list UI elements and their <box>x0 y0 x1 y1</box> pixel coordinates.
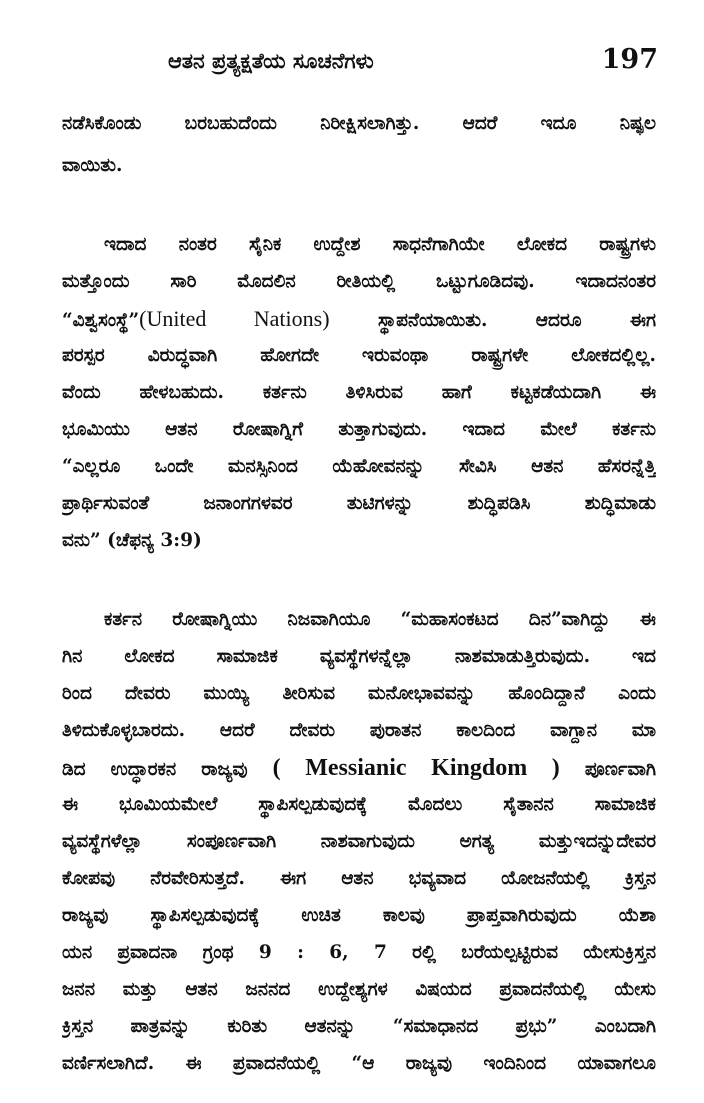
paragraph-3-line-2: ಗಿನ ಲೋಕದ ಸಾಮಾಜಿಕ ವ್ಯವಸ್ಥೆಗಳನ್ನೆಲ್ಲಾ ನಾಶಮಾಡುತ್ತಿರುವುದು. ಇದ <box>62 646 656 667</box>
paragraph-3-line-10 <box>62 933 656 973</box>
paragraph-3-line-5-text: ಡಿದ ಉದ್ಧಾರಕನ ರಾಜ್ಯವು <box>62 759 273 780</box>
paragraph-2-line-1: ಇದಾದ ನಂತರ ಸೈನಿಕ ಉದ್ದೇಶ ಸಾಧನೆಗಾಗಿಯೇ ಲೋಕದ ರಾಷ್ಟ್ರಗಳು <box>104 234 656 255</box>
paragraph-2-line-9 <box>62 521 656 561</box>
paragraph-2-line-6: ಭೂಮಿಯು ಆತನ ರೋಷಾಗ್ನಿಗೆ ತುತ್ತಾಗುವುದು. ಇದಾದ ಮೇಲೆ ಕರ್ತನು <box>62 419 656 440</box>
paragraph-3-line-5 <box>62 748 656 788</box>
un-kannada-term: “ವಿಶ್ವಸಂಸ್ಥೆ” <box>62 310 140 331</box>
paragraph-1-line-2: ವಾಯಿತು. <box>62 155 123 176</box>
page-header <box>168 44 658 84</box>
paragraph-3-line-3: ರಿಂದ ದೇವರು ಮುಯ್ಯಿ ತೀರಿಸುವ ಮನೋಭಾವವನ್ನು ಹೊಂದಿದ್ದಾನೆ ಎಂದು <box>62 683 656 704</box>
paragraph-3-line-6: ಈ ಭೂಮಿಯಮೇಲೆ ಸ್ಥಾಪಿಸಲ್ಪಡುವುದಕ್ಕೆ ಮೊದಲು ಸೈತಾನನ ಸಾಮಾಜಿಕ <box>62 794 656 815</box>
paragraph-3-line-8: ಕೋಪವು ನೆರವೇರಿಸುತ್ತದೆ. ಈಗ ಆತನ ಭವ್ಯವಾದ ಯೋಜನೆಯಲ್ಲಿ ಕ್ರಿಸ್ತನ <box>62 868 656 889</box>
paragraph-2-line-4: ಪರಸ್ಪರ ವಿರುದ್ಧವಾಗಿ ಹೋಗದೇ ಇರುವಂಥಾ ರಾಷ್ಟ್ರಗಳೇ ಲೋಕದಲ್ಲಿಲ್ಲ. <box>62 345 656 366</box>
paragraph-2-line-8: ಪ್ರಾರ್ಥಿಸುವಂತೆ ಜನಾಂಗಗಳವರ ತುಟಿಗಳನ್ನು ಶುದ್ಧಿಪಡಿಸಿ ಶುದ್ಧಿಮಾಡು <box>62 493 656 514</box>
paragraph-2-line-3-rest: ಸ್ಥಾಪನೆಯಾಯಿತು. ಆದರೂ ಈಗ <box>329 310 656 331</box>
paragraph-3-line-10-rest: ರಲ್ಲಿ ಬರೆಯಲ್ಪಟ್ಟಿರುವ ಯೇಸುಕ್ರಿಸ್ತನ <box>386 942 656 963</box>
paragraph-2-line-3 <box>62 299 656 339</box>
messianic-kingdom-term: ( Messianic Kingdom ) <box>272 755 560 781</box>
paragraph-3-line-11: ಜನನ ಮತ್ತು ಆತನ ಜನನದ ಉದ್ದೇಶ್ಯಗಳ ವಿಷಯದ ಪ್ರವಾದನೆಯಲ್ಲಿ ಯೇಸು <box>62 979 656 1000</box>
united-nations-term: (United Nations) <box>139 306 330 331</box>
paragraph-3-line-5-rest: ಪೂರ್ಣವಾಗಿ <box>559 759 656 780</box>
paragraph-3-line-10-text: ಯನ ಪ್ರವಾದನಾ ಗ್ರಂಥ <box>62 942 259 963</box>
paragraph-3-line-7: ವ್ಯವಸ್ಥೆಗಳೆಲ್ಲಾ ಸಂಪೂರ್ಣವಾಗಿ ನಾಶವಾಗುವುದು ಅಗತ್ಯ ಮತ್ತುಇದನ್ನುದೇವರ <box>62 831 656 852</box>
paragraph-1-line-1: ನಡೆಸಿಕೊಂಡು ಬರಬಹುದೆಂದು ನಿರೀಕ್ಷಿಸಲಾಗಿತ್ತು. ಆದರೆ ಇದೂ ನಿಷ್ಫಲ <box>62 113 656 134</box>
scripture-reference: (ಚೆಫನ್ಯ 3:9) <box>107 530 202 551</box>
paragraph-2-line-2: ಮತ್ತೊಂದು ಸಾರಿ ಮೊದಲಿನ ರೀತಿಯಲ್ಲಿ ಒಟ್ಟುಗೂಡಿದವು. ಇದಾದನಂತರ <box>62 271 656 292</box>
running-title: ಆತನ ಪ್ರತ್ಯಕ್ಷತೆಯ ಸೂಚನೆಗಳು <box>168 48 374 73</box>
isaiah-reference: 9 : 6, 7 <box>258 942 387 963</box>
paragraph-3-line-13: ವರ್ಣಿಸಲಾಗಿದೆ. ಈ ಪ್ರವಾದನೆಯಲ್ಲಿ “ಆ ರಾಜ್ಯವು ಇಂದಿನಿಂದ ಯಾವಾಗಲೂ <box>62 1053 656 1074</box>
paragraph-3-line-1: ಕರ್ತನ ರೋಷಾಗ್ನಿಯು ನಿಜವಾಗಿಯೂ “ಮಹಾಸಂಕಟದ ದಿನ”ವಾಗಿದ್ದು ಈ <box>104 609 656 630</box>
paragraph-2-line-9-text: ವನು” <box>62 530 108 551</box>
paragraph-3-line-4: ತಿಳಿದುಕೊಳ್ಳಬಾರದು. ಆದರೆ ದೇವರು ಪುರಾತನ ಕಾಲದಿಂದ ವಾಗ್ದಾನ ಮಾ <box>62 720 656 741</box>
paragraph-2-line-7: “ಎಲ್ಲರೂ ಒಂದೇ ಮನಸ್ಸಿನಿಂದ ಯೆಹೋವನನ್ನು ಸೇವಿಸಿ ಆತನ ಹೆಸರನ್ನೆತ್ತಿ <box>62 456 656 477</box>
page-number: 197 <box>601 44 658 75</box>
paragraph-2-line-5: ವೆಂದು ಹೇಳಬಹುದು. ಕರ್ತನು ತಿಳಿಸಿರುವ ಹಾಗೆ ಕಟ್ಟಕಡೆಯದಾಗಿ ಈ <box>62 382 656 403</box>
paragraph-3-line-12: ಕ್ರಿಸ್ತನ ಪಾತ್ರವನ್ನು ಕುರಿತು ಆತನನ್ನು “ಸಮಾಧಾನದ ಪ್ರಭು” ಎಂಬದಾಗಿ <box>62 1016 656 1037</box>
paragraph-3-line-9: ರಾಜ್ಯವು ಸ್ಥಾಪಿಸಲ್ಪಡುವುದಕ್ಕೆ ಉಚಿತ ಕಾಲವು ಪ್ರಾಪ್ತವಾಗಿರುವುದು ಯೆಶಾ <box>62 905 656 926</box>
